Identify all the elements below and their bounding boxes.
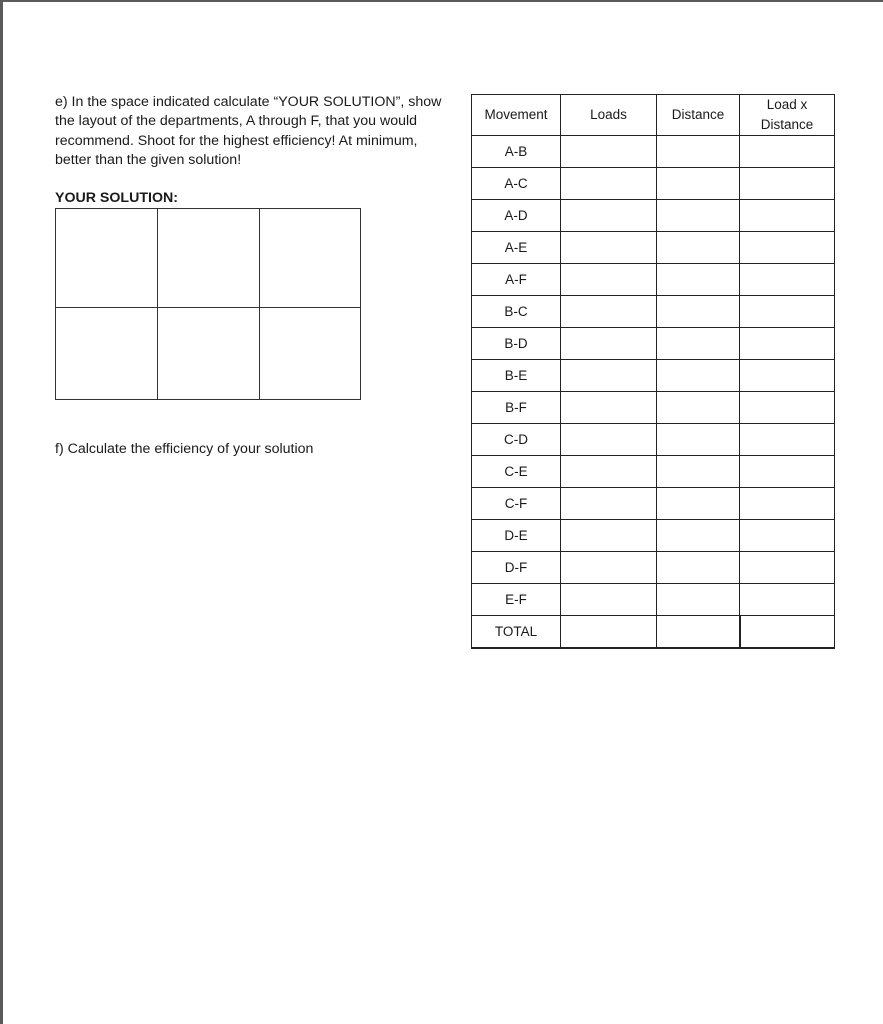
table-row [472, 200, 835, 232]
movement-label: A-D [472, 200, 561, 232]
total-load-x-distance-cell[interactable] [740, 616, 835, 649]
movement-label: B-C [472, 296, 561, 328]
solution-layout-grid [55, 208, 361, 400]
header-load-x-line2: Distance [760, 117, 814, 132]
table-row [472, 264, 835, 296]
load-x-distance-cell[interactable] [740, 552, 835, 584]
movement-label: B-E [472, 360, 561, 392]
table-row [472, 232, 835, 264]
movement-label: C-D [472, 424, 561, 456]
movement-label: D-E [472, 520, 561, 552]
your-solution-heading: YOUR SOLUTION: [55, 190, 178, 206]
loads-cell[interactable] [561, 328, 657, 360]
table-row [472, 584, 835, 616]
distance-cell[interactable] [657, 584, 740, 616]
total-distance-cell[interactable] [657, 616, 740, 649]
load-x-distance-cell[interactable] [740, 360, 835, 392]
movement-label: A-B [472, 136, 561, 168]
load-x-distance-cell[interactable] [740, 296, 835, 328]
table-row [472, 520, 835, 552]
table-row [472, 392, 835, 424]
loads-cell[interactable] [561, 264, 657, 296]
table-header-row [472, 95, 835, 136]
movement-label: A-E [472, 232, 561, 264]
question-f-text: f) Calculate the efficiency of your solution [55, 441, 314, 457]
page-top-border [0, 0, 883, 2]
page-left-border [0, 0, 3, 1024]
loads-cell[interactable] [561, 584, 657, 616]
total-label: TOTAL [472, 616, 561, 649]
layout-cell[interactable] [56, 209, 158, 308]
loads-cell[interactable] [561, 200, 657, 232]
header-loads: Loads [561, 95, 657, 136]
table-row [472, 296, 835, 328]
header-load-x-distance [740, 95, 835, 136]
header-distance: Distance [657, 95, 740, 136]
table-row [472, 136, 835, 168]
load-x-distance-cell[interactable] [740, 424, 835, 456]
distance-cell[interactable] [657, 328, 740, 360]
table-row [472, 360, 835, 392]
load-x-distance-cell[interactable] [740, 200, 835, 232]
table-row [472, 424, 835, 456]
load-x-distance-cell[interactable] [740, 392, 835, 424]
table-row [472, 456, 835, 488]
distance-cell[interactable] [657, 456, 740, 488]
layout-cell[interactable] [260, 209, 360, 308]
layout-cell[interactable] [158, 209, 260, 308]
question-e-text: e) In the space indicated calculate “YOUR SOLUTION”, show the layout of the departments, A through F, that you would recommend. Shoot for the highest efficiency! At minimum, better than the given solution! [55, 94, 442, 168]
movement-table [471, 94, 835, 649]
distance-cell[interactable] [657, 296, 740, 328]
movement-label: C-F [472, 488, 561, 520]
movement-label: E-F [472, 584, 561, 616]
total-row [472, 616, 835, 649]
distance-cell[interactable] [657, 264, 740, 296]
layout-cell[interactable] [158, 308, 260, 399]
movement-label: A-C [472, 168, 561, 200]
movement-label: B-D [472, 328, 561, 360]
total-loads-cell[interactable] [561, 616, 657, 649]
loads-cell[interactable] [561, 296, 657, 328]
loads-cell[interactable] [561, 456, 657, 488]
loads-cell[interactable] [561, 520, 657, 552]
loads-cell[interactable] [561, 232, 657, 264]
table-row [472, 168, 835, 200]
distance-cell[interactable] [657, 488, 740, 520]
distance-cell[interactable] [657, 552, 740, 584]
layout-cell[interactable] [56, 308, 158, 399]
distance-cell[interactable] [657, 168, 740, 200]
distance-cell[interactable] [657, 360, 740, 392]
distance-cell[interactable] [657, 136, 740, 168]
load-x-distance-cell[interactable] [740, 328, 835, 360]
distance-cell[interactable] [657, 520, 740, 552]
loads-cell[interactable] [561, 488, 657, 520]
load-x-distance-cell[interactable] [740, 232, 835, 264]
loads-cell[interactable] [561, 168, 657, 200]
movement-label: B-F [472, 392, 561, 424]
distance-cell[interactable] [657, 392, 740, 424]
load-x-distance-cell[interactable] [740, 456, 835, 488]
loads-cell[interactable] [561, 552, 657, 584]
movement-label: C-E [472, 456, 561, 488]
load-x-distance-cell[interactable] [740, 584, 835, 616]
load-x-distance-cell[interactable] [740, 168, 835, 200]
load-x-distance-cell[interactable] [740, 264, 835, 296]
loads-cell[interactable] [561, 392, 657, 424]
loads-cell[interactable] [561, 136, 657, 168]
header-movement: Movement [472, 95, 561, 136]
loads-cell[interactable] [561, 424, 657, 456]
load-x-distance-cell[interactable] [740, 520, 835, 552]
header-load-x-line1: Load x [766, 97, 808, 112]
load-x-distance-cell[interactable] [740, 488, 835, 520]
distance-cell[interactable] [657, 232, 740, 264]
table-row [472, 328, 835, 360]
table-row [472, 488, 835, 520]
distance-cell[interactable] [657, 424, 740, 456]
loads-cell[interactable] [561, 360, 657, 392]
layout-cell[interactable] [260, 308, 360, 399]
distance-cell[interactable] [657, 200, 740, 232]
table-row [472, 552, 835, 584]
movement-label: D-F [472, 552, 561, 584]
load-x-distance-cell[interactable] [740, 136, 835, 168]
movement-label: A-F [472, 264, 561, 296]
